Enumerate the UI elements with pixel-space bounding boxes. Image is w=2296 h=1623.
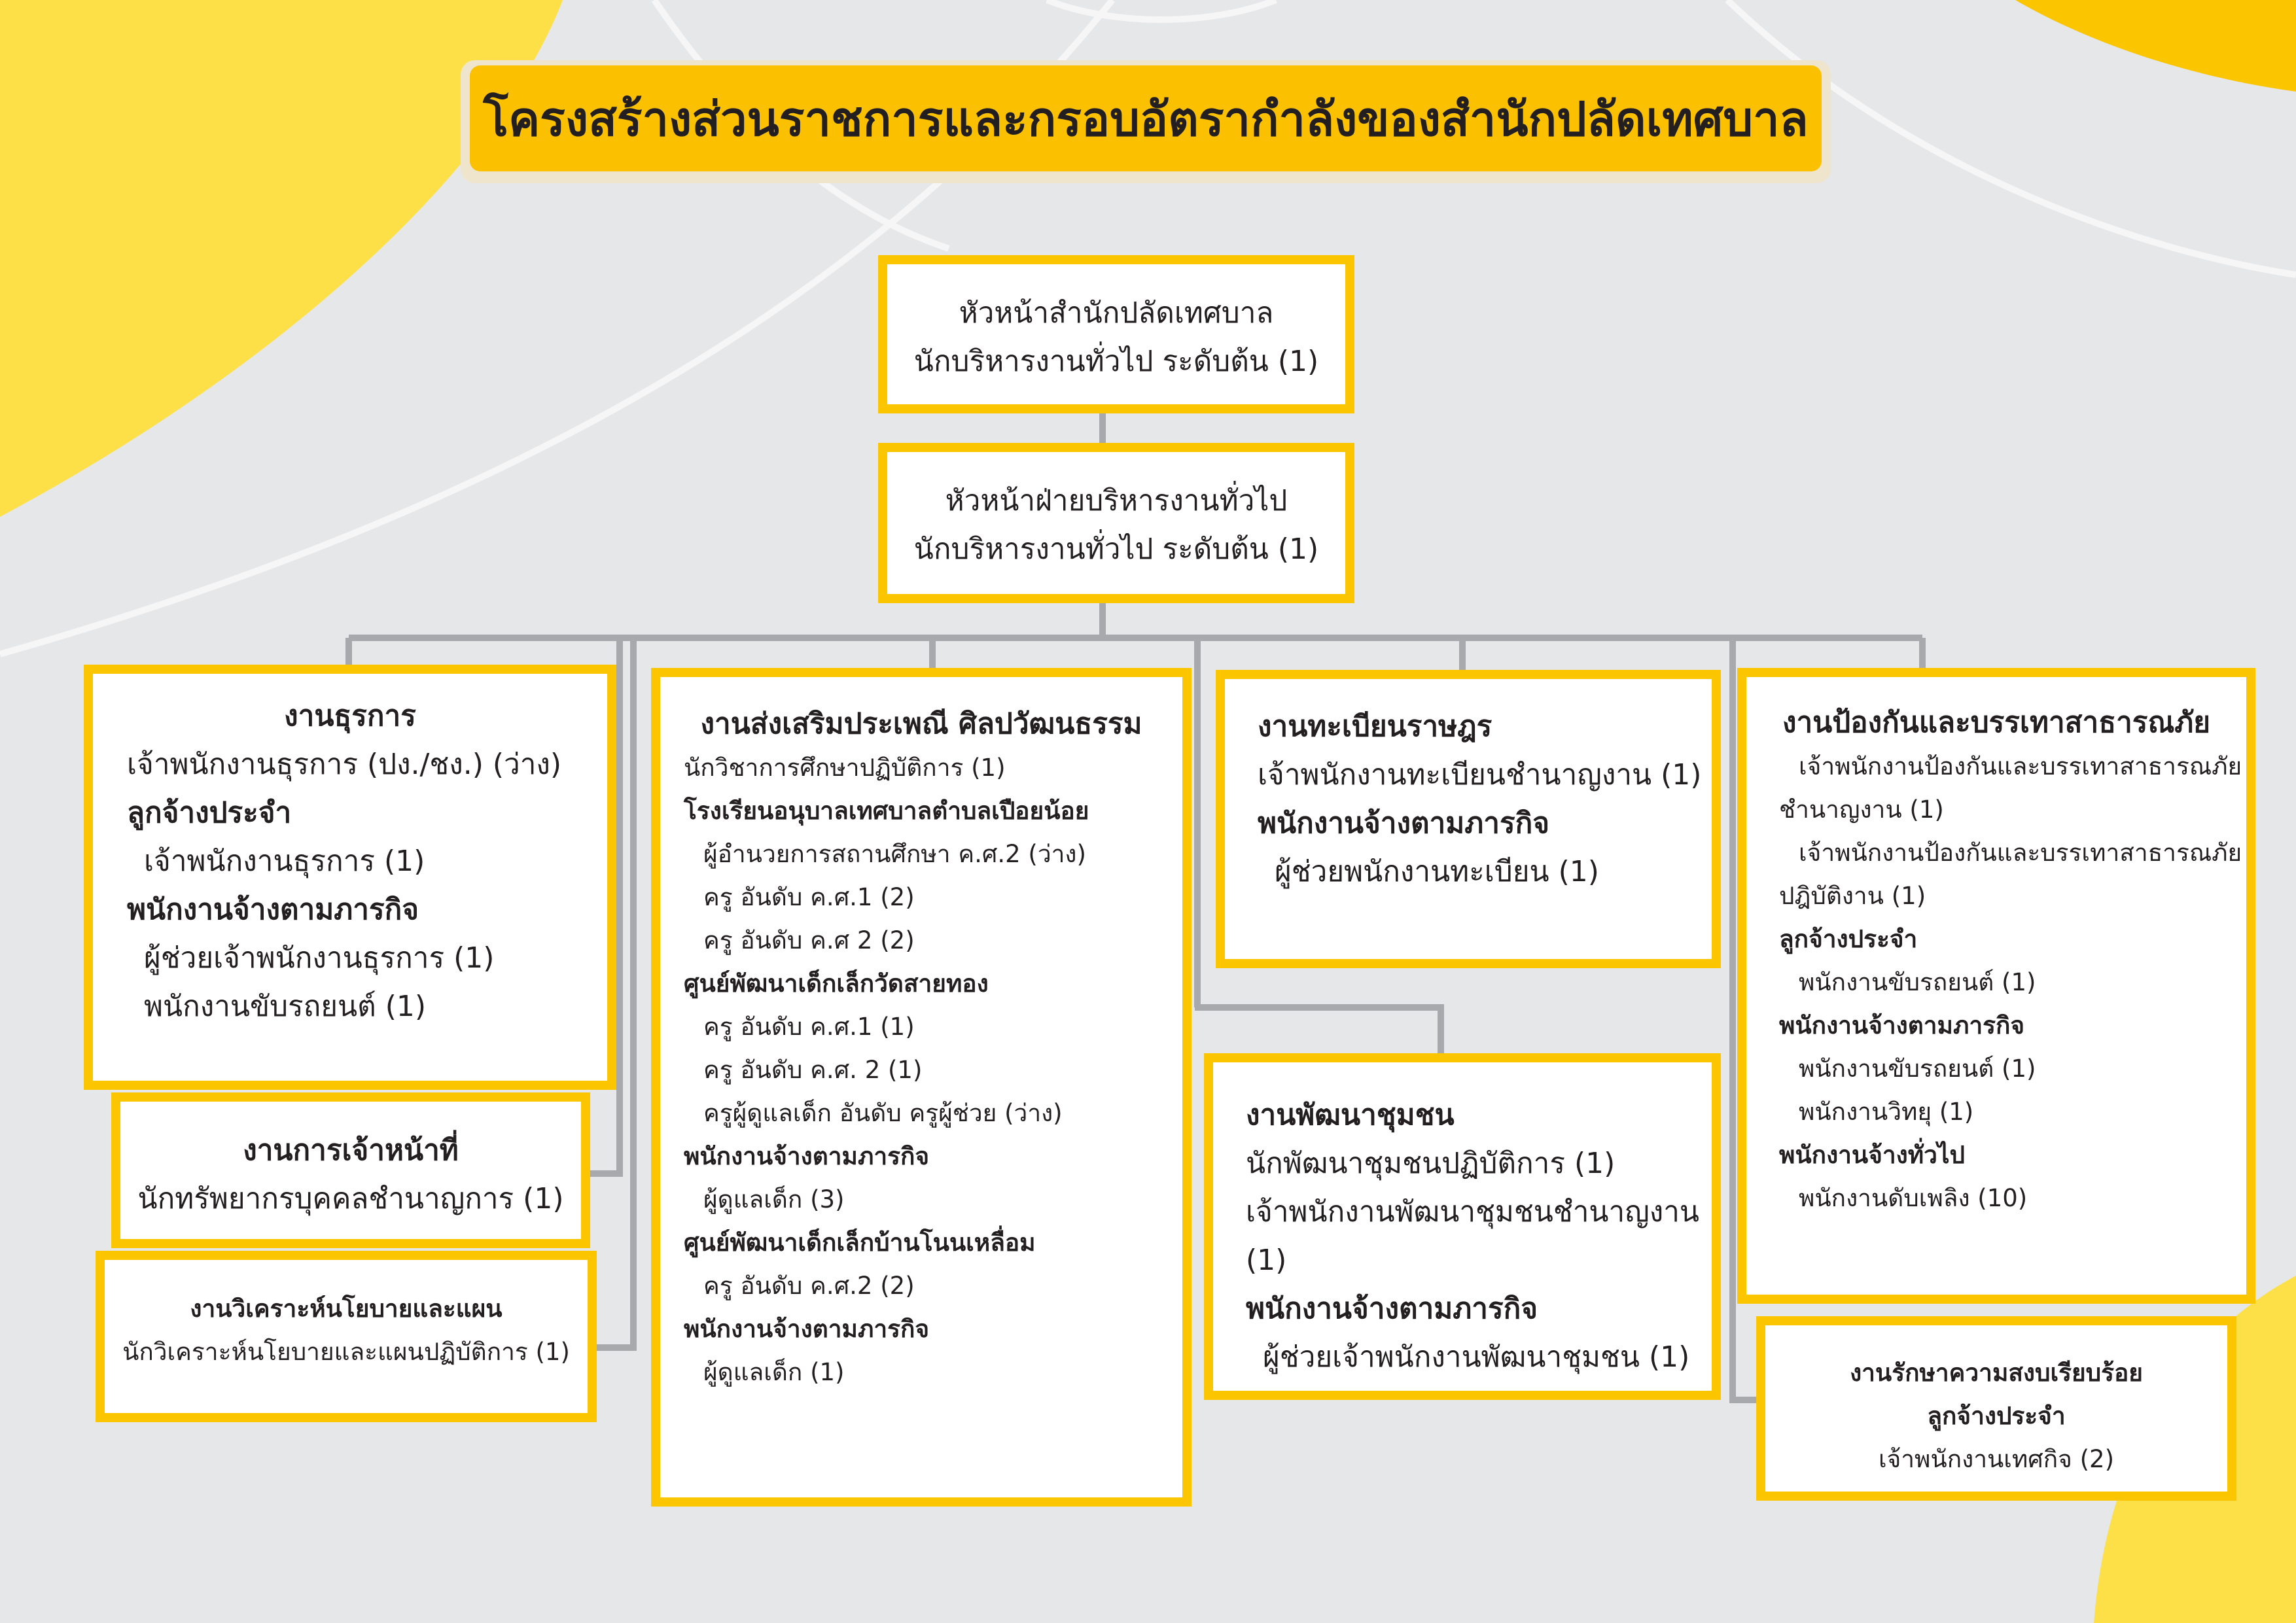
community-line: (1) <box>1246 1244 1287 1277</box>
admin-title: งานธุรการ <box>284 699 416 733</box>
disaster-heading: พนักงานจ้างทั่วไป <box>1779 1141 1966 1169</box>
culture-line: ผู้อำนวยการสถานศึกษา ค.ศ.2 (ว่าง) <box>703 840 1086 868</box>
disaster-line: พนักงานดับเพลิง (10) <box>1799 1184 2028 1212</box>
community-title: งานพัฒนาชุมชน <box>1246 1098 1455 1132</box>
culture-line: ครู อันดับ ค.ศ.1 (1) <box>703 1013 915 1041</box>
community-line: เจ้าพนักงานพัฒนาชุมชนชำนาญงาน <box>1246 1195 1699 1229</box>
registry-line: ผู้ช่วยพนักงานทะเบียน (1) <box>1275 855 1599 888</box>
culture-line: ครูผู้ดูแลเด็ก อันดับ ครูผู้ช่วย (ว่าง) <box>703 1099 1063 1127</box>
corner-blob-top-right <box>2015 0 2296 92</box>
disaster-line: เจ้าพนักงานป้องกันและบรรเทาสาธารณภัย <box>1799 752 2242 780</box>
disaster-line: เจ้าพนักงานป้องกันและบรรเทาสาธารณภัย <box>1799 839 2242 867</box>
head-position: นักบริหารงานทั่วไป ระดับต้น (1) <box>913 345 1319 378</box>
title-banner <box>461 60 1831 183</box>
disaster-box <box>1737 668 2255 1304</box>
admin-line: ผู้ช่วยเจ้าพนักงานธุรการ (1) <box>144 941 495 975</box>
culture-line: ผู้ดูแลเด็ก (3) <box>703 1185 845 1213</box>
disaster-line: พนักงานขับรถยนต์ (1) <box>1799 968 2036 996</box>
admin-line: เจ้าพนักงานธุรการ (ปง./ชง.) (ว่าง) <box>127 748 562 781</box>
culture-box <box>651 668 1192 1507</box>
hr-line: นักทรัพยากรบุคคลชำนาญการ (1) <box>137 1182 564 1215</box>
deputy-title: หัวหน้าฝ่ายบริหารงานทั่วไป <box>945 484 1288 517</box>
admin-heading: ลูกจ้างประจำ <box>127 796 292 829</box>
policy-title: งานวิเคราะห์นโยบายและแผน <box>190 1295 503 1323</box>
community-box <box>1204 1053 1721 1400</box>
order-box <box>1756 1316 2236 1501</box>
culture-title: งานส่งเสริมประเพณี ศิลปวัฒนธรรม <box>700 707 1142 741</box>
disaster-line: ปฎิบัติงาน (1) <box>1779 882 1926 910</box>
culture-line: ครู อันดับ ค.ศ.2 (2) <box>703 1272 915 1300</box>
registry-line: เจ้าพนักงานทะเบียนชำนาญงาน (1) <box>1258 758 1702 792</box>
admin-line: พนักงานขับรถยนต์ (1) <box>144 990 427 1023</box>
community-heading: พนักงานจ้างตามภารกิจ <box>1246 1292 1538 1325</box>
admin-box <box>84 665 616 1090</box>
page-title: โครงสร้างส่วนราชการและกรอบอัตรากำลังของสำนักปลัดเทศบาล <box>470 65 1822 171</box>
registry-heading: พนักงานจ้างตามภารกิจ <box>1258 807 1550 840</box>
disaster-heading: พนักงานจ้างตามภารกิจ <box>1779 1011 2025 1039</box>
culture-heading: โรงเรียนอนุบาลเทศบาลตำบลเปือยน้อย <box>684 797 1089 825</box>
hr-box <box>111 1092 590 1248</box>
disaster-line: พนักงานวิทยุ (1) <box>1799 1098 1974 1126</box>
admin-heading: พนักงานจ้างตามภารกิจ <box>127 893 419 926</box>
disaster-heading: ลูกจ้างประจำ <box>1779 925 1918 953</box>
culture-heading: ศูนย์พัฒนาเด็กเล็กวัดสายทอง <box>684 969 989 998</box>
disaster-line: ชำนาญงาน (1) <box>1779 795 1944 824</box>
culture-heading: พนักงานจ้างตามภารกิจ <box>684 1315 930 1343</box>
culture-heading: พนักงานจ้างตามภารกิจ <box>684 1142 930 1170</box>
registry-box <box>1216 670 1721 968</box>
disaster-line: พนักงานขับรถยนต์ (1) <box>1799 1055 2036 1083</box>
community-line: นักพัฒนาชุมชนปฏิบัติการ (1) <box>1246 1147 1616 1180</box>
culture-line: นักวิชาการศึกษาปฏิบัติการ (1) <box>684 754 1006 782</box>
deputy-box <box>878 443 1354 603</box>
admin-line: เจ้าพนักงานธุรการ (1) <box>144 845 425 878</box>
culture-line: ครู อันดับ ค.ศ 2 (2) <box>703 926 915 954</box>
head-box <box>878 255 1354 413</box>
policy-line: นักวิเคราะห์นโยบายและแผนปฏิบัติการ (1) <box>122 1338 570 1366</box>
order-line: เจ้าพนักงานเทศกิจ (2) <box>1878 1445 2115 1473</box>
registry-title: งานทะเบียนราษฎร <box>1258 710 1492 743</box>
culture-heading: ศูนย์พัฒนาเด็กเล็กบ้านโนนเหลื่อม <box>684 1229 1036 1257</box>
order-title: งานรักษาความสงบเรียบร้อย <box>1850 1359 2143 1387</box>
deputy-position: นักบริหารงานทั่วไป ระดับต้น (1) <box>913 532 1319 566</box>
culture-line: ครู อันดับ ค.ศ.1 (2) <box>703 883 915 911</box>
head-title: หัวหน้าสำนักปลัดเทศบาล <box>959 296 1274 330</box>
order-heading: ลูกจ้างประจำ <box>1927 1402 2066 1430</box>
policy-box <box>96 1251 597 1422</box>
community-line: ผู้ช่วยเจ้าพนักงานพัฒนาชุมชน (1) <box>1263 1340 1690 1374</box>
culture-line: ครู อันดับ ค.ศ. 2 (1) <box>703 1056 923 1084</box>
culture-line: ผู้ดูแลเด็ก (1) <box>703 1358 845 1386</box>
disaster-title: งานป้องกันและบรรเทาสาธารณภัย <box>1782 706 2211 739</box>
hr-title: งานการเจ้าหน้าที่ <box>243 1134 459 1167</box>
